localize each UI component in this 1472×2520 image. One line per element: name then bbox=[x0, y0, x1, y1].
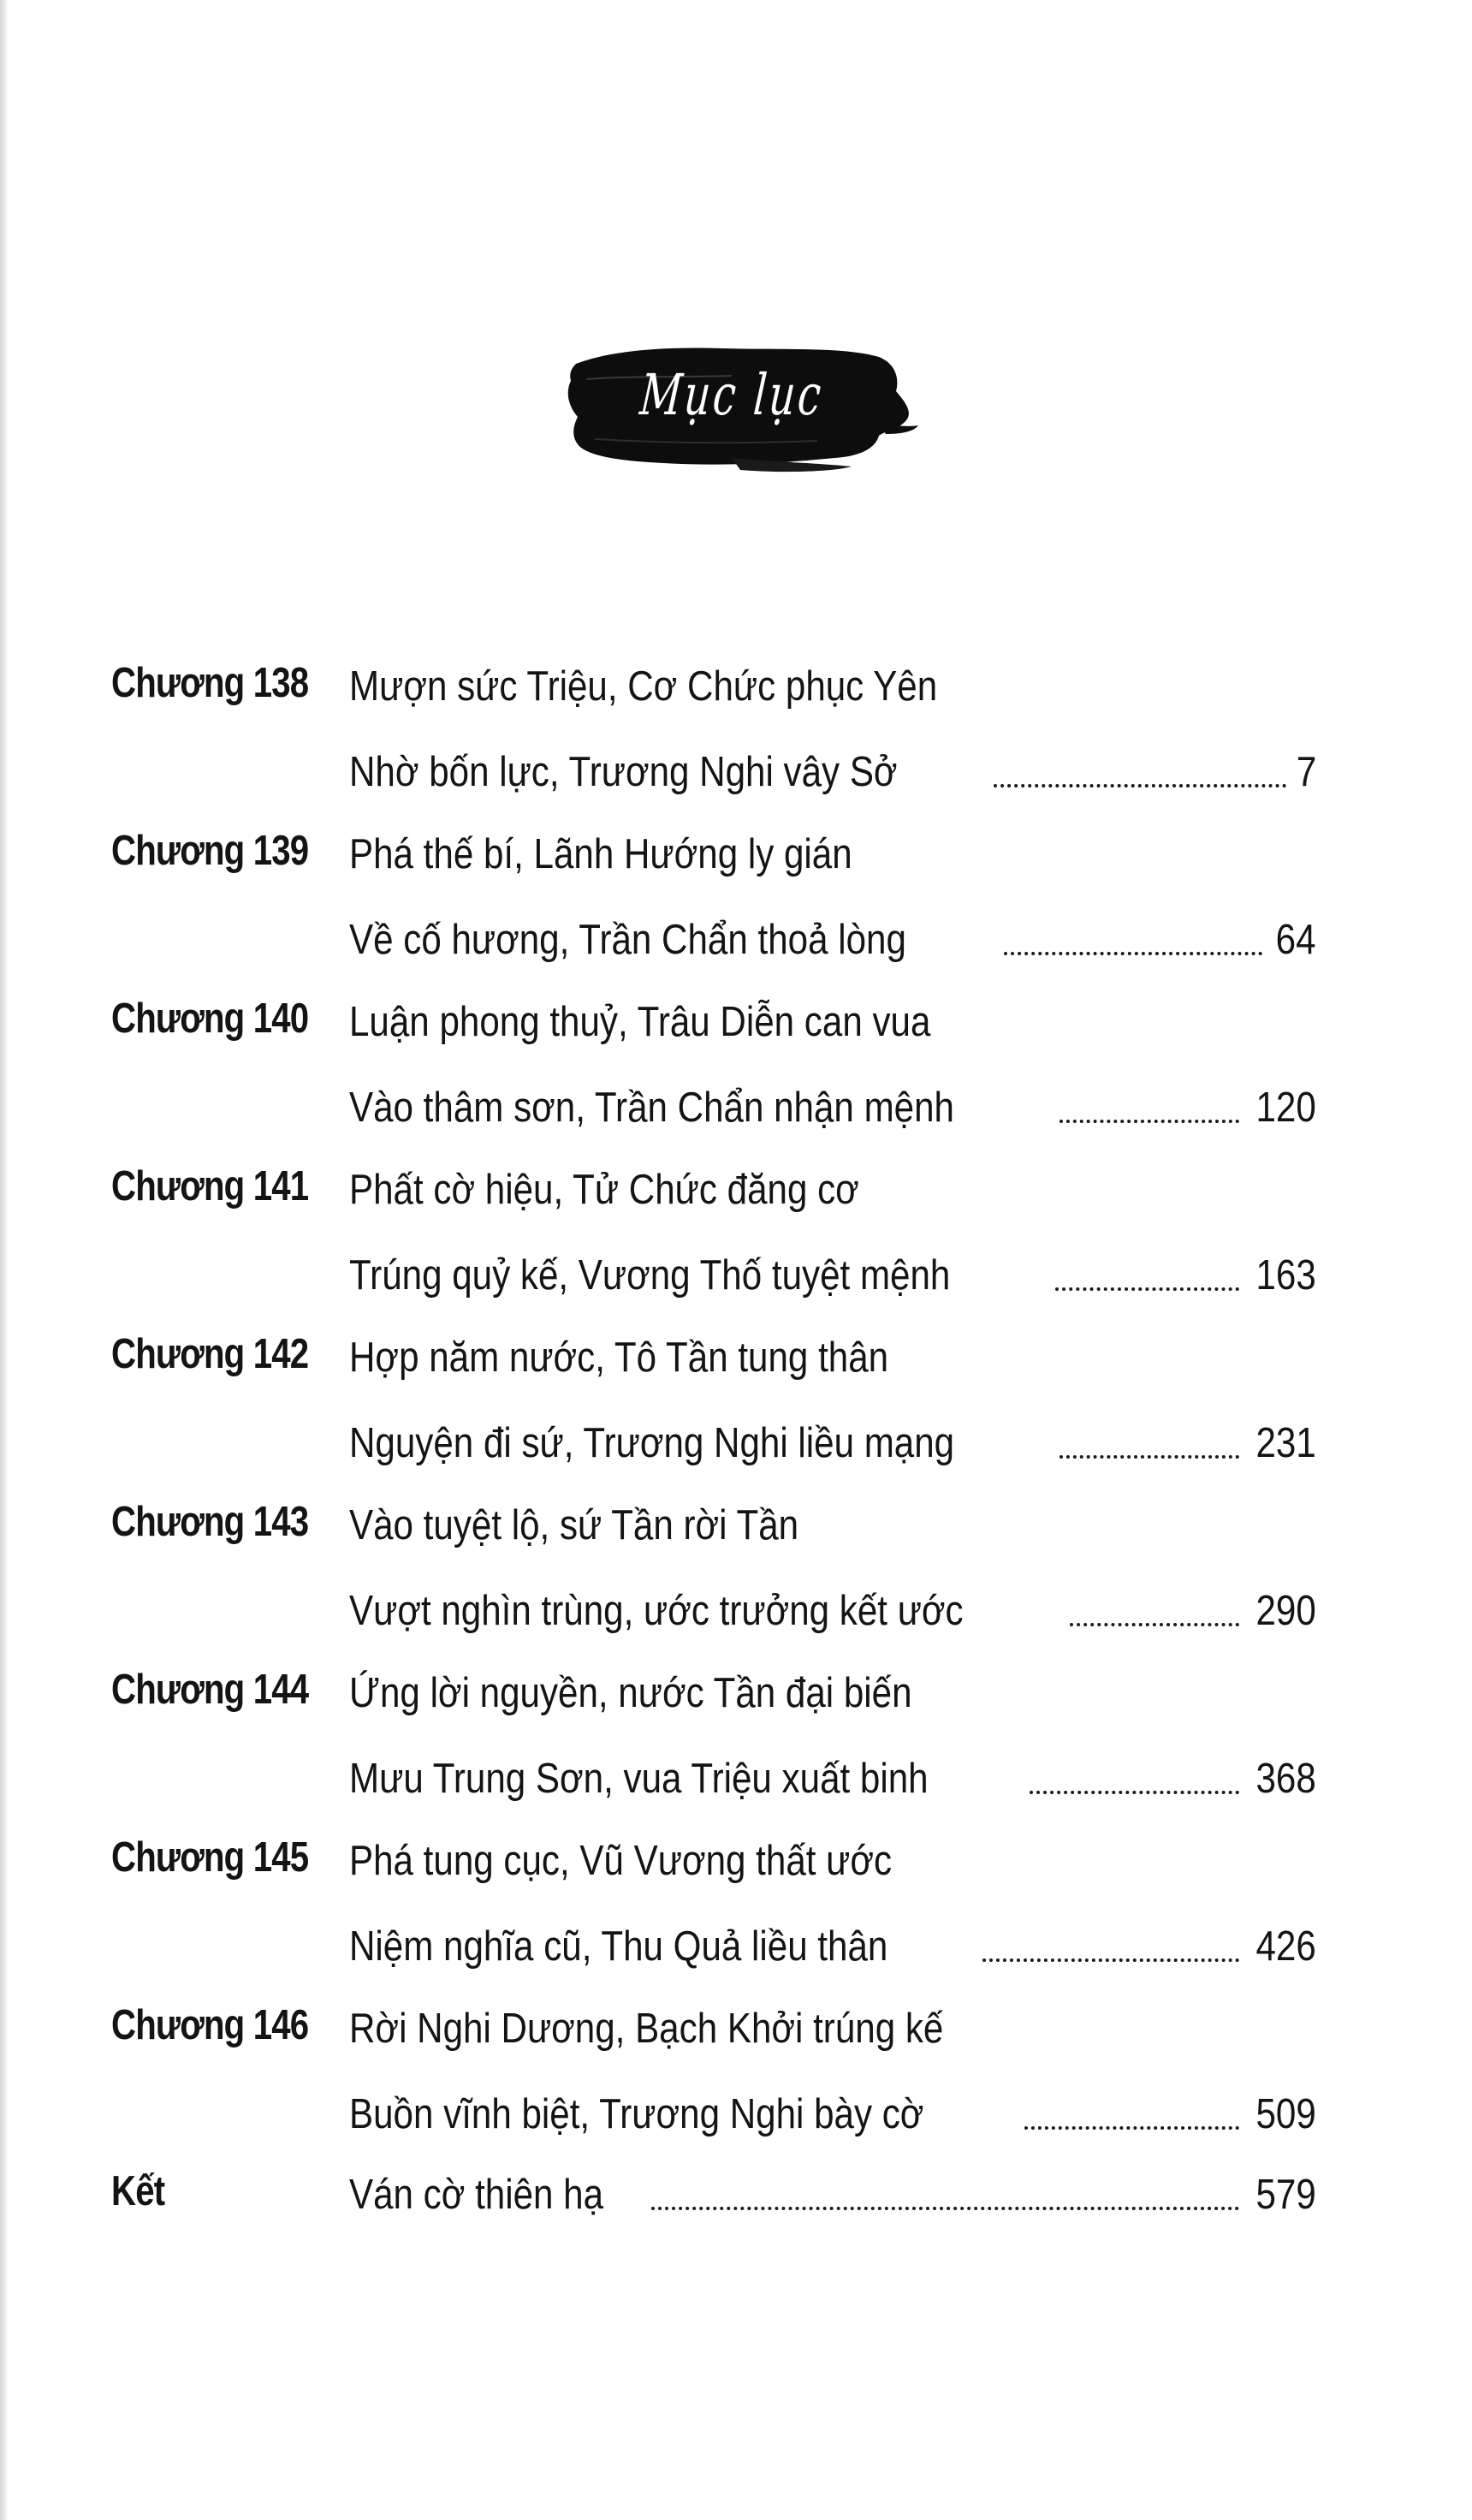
leader-dots bbox=[1059, 1455, 1239, 1459]
page-number: 163 bbox=[1255, 1252, 1316, 1299]
page-number: 120 bbox=[1255, 1085, 1316, 1131]
page-number: 509 bbox=[1255, 2091, 1316, 2137]
entry-line1: Phá tung cục, Vũ Vương thất ước bbox=[349, 1838, 893, 1884]
entry-line2[interactable]: Vào thâm sơn, Trần Chẩn nhận mệnh 120 bbox=[349, 1085, 1316, 1131]
entry-line2[interactable]: Nhờ bốn lực, Trương Nghi vây Sở 7 bbox=[349, 749, 1316, 795]
leader-dots bbox=[994, 784, 1286, 788]
leader-dots bbox=[1030, 1791, 1240, 1794]
entry-line1: Hợp năm nước, Tô Tần tung thân bbox=[349, 1334, 889, 1381]
ending-label: Kết bbox=[111, 2168, 165, 2214]
chapter-label: Chương 146 bbox=[111, 2002, 309, 2048]
leader-dots bbox=[1024, 2126, 1239, 2130]
entry-line1: Luận phong thuỷ, Trâu Diễn can vua bbox=[349, 999, 931, 1045]
entry-line2[interactable]: Niệm nghĩa cũ, Thu Quả liều thân 426 bbox=[349, 1923, 1316, 1970]
page-number: 7 bbox=[1296, 749, 1316, 795]
page-number: 368 bbox=[1255, 1756, 1316, 1802]
entry-line1: Vào tuyệt lộ, sứ Tần rời Tần bbox=[349, 1502, 799, 1548]
entry-line1: Rời Nghi Dương, Bạch Khởi trúng kế bbox=[349, 2006, 944, 2052]
leader-dots bbox=[651, 2207, 1239, 2210]
leader-dots bbox=[1070, 1623, 1239, 1626]
leader-dots bbox=[1055, 1287, 1240, 1291]
leader-dots bbox=[1004, 952, 1263, 955]
chapter-label: Chương 142 bbox=[111, 1331, 309, 1377]
chapter-label: Chương 141 bbox=[111, 1163, 309, 1209]
page-number: 290 bbox=[1255, 1588, 1316, 1634]
entry-line2[interactable]: Mưu Trung Sơn, vua Triệu xuất binh 368 bbox=[349, 1756, 1316, 1802]
chapter-label: Chương 144 bbox=[111, 1667, 309, 1713]
chapter-label: Chương 140 bbox=[111, 996, 309, 1042]
entry-line2[interactable]: Nguyện đi sứ, Trương Nghi liều mạng 231 bbox=[349, 1420, 1316, 1466]
entry-line1: Phất cờ hiệu, Tử Chức đăng cơ bbox=[349, 1167, 859, 1213]
chapter-label: Chương 138 bbox=[111, 660, 309, 706]
entry-line1: Mượn sức Triệu, Cơ Chức phục Yên bbox=[349, 663, 938, 710]
page-number: 579 bbox=[1255, 2172, 1316, 2218]
chapter-label: Chương 143 bbox=[111, 1499, 309, 1545]
entry-line2[interactable]: Vượt nghìn trùng, ước trưởng kết ước 290 bbox=[349, 1588, 1316, 1634]
entry-line2[interactable]: Trúng quỷ kế, Vương Thố tuyệt mệnh 163 bbox=[349, 1252, 1316, 1299]
leader-dots bbox=[1059, 1120, 1239, 1123]
entry-line2[interactable]: Về cố hương, Trần Chẩn thoả lòng 64 bbox=[349, 917, 1316, 963]
page-number: 426 bbox=[1255, 1923, 1316, 1970]
chapter-label: Chương 145 bbox=[111, 1834, 309, 1881]
toc-title: Mục lục bbox=[638, 362, 826, 428]
entry-line1: Phá thế bí, Lãnh Hướng ly gián bbox=[349, 831, 852, 877]
page-number: 64 bbox=[1276, 917, 1316, 963]
entry-line2[interactable]: Buồn vĩnh biệt, Trương Nghi bày cờ 509 bbox=[349, 2091, 1316, 2137]
ending-line[interactable]: Ván cờ thiên hạ 579 bbox=[349, 2172, 1316, 2218]
leader-dots bbox=[982, 1958, 1239, 1962]
chapter-label: Chương 139 bbox=[111, 828, 309, 874]
entry-line1: Ứng lời nguyền, nước Tần đại biến bbox=[349, 1670, 912, 1716]
page-number: 231 bbox=[1255, 1420, 1316, 1466]
